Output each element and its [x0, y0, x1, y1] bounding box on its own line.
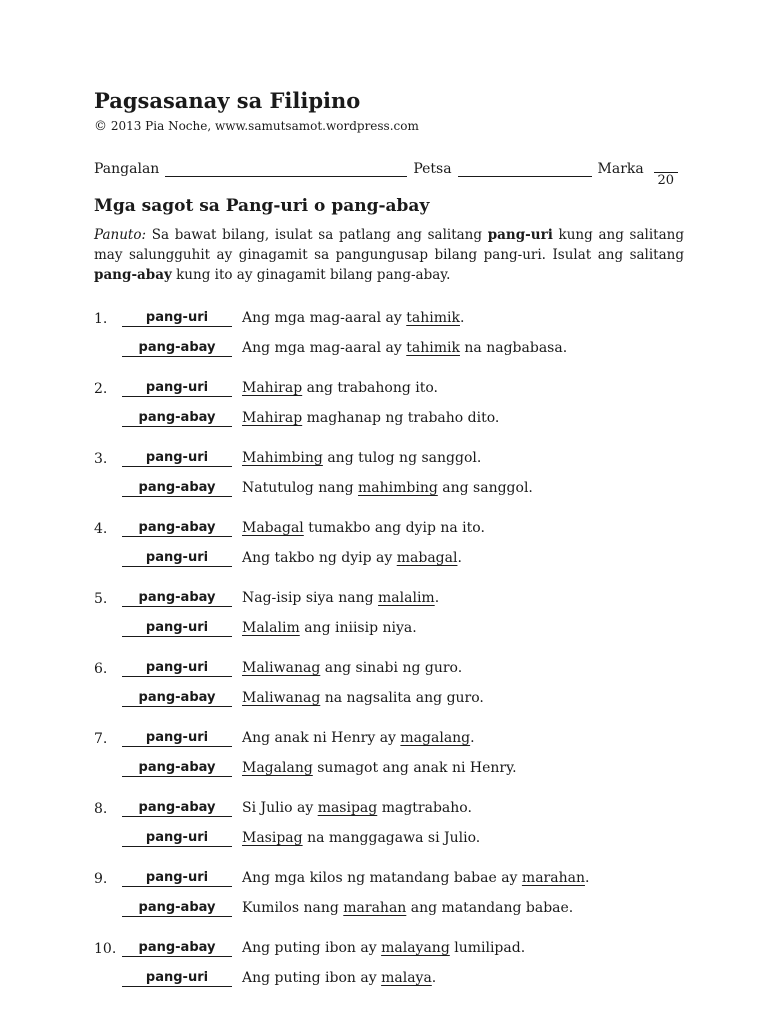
answer-blank[interactable]: pang-uri — [122, 620, 232, 637]
item-number: 8. — [94, 801, 108, 817]
exercise-row — [94, 747, 684, 777]
instructions-text-3: kung ito ay ginagamit bilang pang-abay. — [171, 267, 451, 283]
exercise-row — [94, 927, 684, 957]
sentence-pre: Si Julio ay — [242, 800, 318, 816]
answer-blank[interactable]: pang-abay — [122, 760, 232, 777]
sentence — [242, 870, 589, 887]
answer-blank[interactable]: pang-abay — [122, 800, 232, 817]
score-total: 20 — [657, 173, 675, 188]
exercise-item — [94, 367, 684, 427]
sentence-pre: Ang puting ibon ay — [242, 970, 382, 986]
sentence-post: . — [457, 550, 462, 566]
score-fraction — [654, 162, 678, 189]
sentence-post: . — [584, 870, 590, 886]
sentence-post: ang sinabi ng guro. — [320, 660, 463, 676]
underlined-word: Malalim — [242, 620, 300, 636]
instructions-bold-2: pang-abay — [94, 267, 172, 283]
score-label: Marka — [597, 161, 644, 177]
item-number: 3. — [94, 451, 108, 467]
answer-blank[interactable]: pang-uri — [122, 450, 232, 467]
answer-blank[interactable]: pang-uri — [122, 730, 232, 747]
sentence-post: maghanap ng trabaho dito. — [302, 410, 500, 426]
sentence — [242, 410, 499, 427]
instructions-lead: Panuto: — [94, 227, 147, 243]
item-number: 1. — [94, 311, 108, 327]
sentence-pre: Nag-isip siya nang — [242, 590, 379, 606]
sentence-post: na nagsalita ang guro. — [320, 690, 484, 706]
copyright-line — [94, 118, 684, 135]
sentence — [242, 480, 533, 497]
answer-blank[interactable]: pang-uri — [122, 550, 232, 567]
underlined-word: malaya — [381, 970, 432, 986]
sentence-post: na nagbabasa. — [459, 340, 568, 356]
exercise-row — [94, 647, 684, 677]
item-number: 5. — [94, 591, 108, 607]
answer-blank[interactable]: pang-abay — [122, 590, 232, 607]
sentence-pre: Ang puting ibon ay — [242, 940, 382, 956]
sentence-pre: Ang takbo ng dyip ay — [242, 550, 397, 566]
exercise-item — [94, 717, 684, 777]
exercise-row — [94, 537, 684, 567]
student-info-line — [94, 147, 684, 188]
copyright-text: 2013 Pia Noche, www.samutsamot.wordpress.com — [110, 119, 419, 133]
sentence-post: . — [431, 970, 437, 986]
sentence — [242, 970, 436, 987]
sentence-pre: Kumilos nang — [242, 900, 344, 916]
sentence-post: magtrabaho. — [377, 800, 472, 816]
underlined-word: masipag — [317, 800, 378, 816]
copyright-icon: © — [94, 119, 107, 134]
exercise-item — [94, 297, 684, 357]
exercise-row — [94, 957, 684, 987]
instructions-bold-1: pang-uri — [487, 227, 553, 243]
answer-blank[interactable]: pang-uri — [122, 830, 232, 847]
exercise-list — [94, 297, 684, 987]
underlined-word: marahan — [521, 870, 585, 886]
name-field[interactable] — [165, 160, 407, 177]
underlined-word: Magalang — [242, 760, 313, 776]
sentence — [242, 900, 573, 917]
answer-blank[interactable]: pang-uri — [122, 870, 232, 887]
answer-blank[interactable]: pang-abay — [122, 940, 232, 957]
sentence — [242, 340, 567, 357]
item-number: 4. — [94, 521, 108, 537]
sentence — [242, 830, 480, 847]
sentence-post: . — [459, 310, 465, 326]
sentence — [242, 310, 464, 327]
exercise-row — [94, 367, 684, 397]
sentence-post: . — [470, 730, 475, 746]
answer-blank[interactable]: pang-uri — [122, 660, 232, 677]
instructions-text-1: Sa bawat bilang, isulat sa patlang ang salitang — [146, 227, 488, 243]
exercise-row — [94, 817, 684, 847]
sentence — [242, 940, 525, 957]
sentence — [242, 550, 462, 567]
worksheet-page — [94, 88, 684, 997]
answer-blank[interactable]: pang-abay — [122, 690, 232, 707]
answer-blank[interactable]: pang-uri — [122, 970, 232, 987]
exercise-row — [94, 607, 684, 637]
sentence — [242, 590, 439, 607]
name-label: Pangalan — [94, 161, 160, 177]
sentence-post: lumilipad. — [449, 940, 526, 956]
answer-blank[interactable]: pang-uri — [122, 380, 232, 397]
exercise-item — [94, 647, 684, 707]
underlined-word: mahimbing — [358, 480, 438, 496]
sentence — [242, 450, 481, 467]
exercise-row — [94, 787, 684, 817]
answer-blank[interactable]: pang-abay — [122, 480, 232, 497]
exercise-row — [94, 297, 684, 327]
exercise-item — [94, 577, 684, 637]
sentence-post: ang tulog ng sanggol. — [322, 450, 482, 466]
sentence — [242, 690, 484, 707]
instructions — [94, 225, 684, 285]
sentence — [242, 620, 417, 637]
sentence — [242, 380, 438, 397]
sentence-post: ang trabahong ito. — [302, 380, 438, 396]
exercise-row — [94, 507, 684, 537]
answer-blank[interactable]: pang-abay — [122, 520, 232, 537]
sentence-pre: Ang mga mag-aaral ay — [242, 310, 407, 326]
sentence — [242, 800, 472, 817]
sentence-post: ang sanggol. — [437, 480, 533, 496]
sentence-pre: Ang mga kilos ng matandang babae ay — [242, 870, 522, 886]
item-number: 9. — [94, 871, 108, 887]
underlined-word: Masipag — [242, 830, 303, 846]
sentence-post: . — [434, 590, 440, 606]
underlined-word: mabagal — [396, 550, 458, 566]
exercise-item — [94, 507, 684, 567]
exercise-row — [94, 327, 684, 357]
answer-blank[interactable]: pang-abay — [122, 340, 232, 357]
underlined-word: malayang — [381, 940, 450, 956]
sentence-post: ang iniisip niya. — [299, 620, 417, 636]
section-title: Mga sagot sa Pang-uri o pang-abay — [94, 196, 430, 216]
sentence-post: na manggagawa si Julio. — [302, 830, 481, 846]
item-number: 10. — [94, 941, 117, 957]
item-number: 2. — [94, 381, 108, 397]
date-label: Petsa — [413, 161, 452, 177]
sentence-pre: Ang mga mag-aaral ay — [242, 340, 407, 356]
exercise-item — [94, 927, 684, 987]
underlined-word: tahimik — [406, 310, 460, 326]
exercise-row — [94, 397, 684, 427]
exercise-row — [94, 577, 684, 607]
underlined-word: Mahirap — [242, 380, 303, 396]
exercise-item — [94, 787, 684, 847]
underlined-word: Maliwanag — [242, 660, 321, 676]
sentence — [242, 660, 462, 677]
exercise-row — [94, 467, 684, 497]
answer-blank[interactable]: pang-abay — [122, 900, 232, 917]
sentence — [242, 520, 485, 537]
exercise-row — [94, 717, 684, 747]
exercise-row — [94, 857, 684, 887]
page-title: Pagsasanay sa Filipino — [94, 88, 361, 113]
underlined-word: Maliwanag — [242, 690, 321, 706]
sentence — [242, 760, 517, 777]
sentence-pre: Ang anak ni Henry ay — [242, 730, 401, 746]
answer-blank[interactable]: pang-uri — [122, 310, 232, 327]
sentence-post: ang matandang babae. — [406, 900, 574, 916]
score-field[interactable] — [654, 162, 678, 173]
underlined-word: tahimik — [406, 340, 460, 356]
item-number: 7. — [94, 731, 108, 747]
sentence-post: tumakbo ang dyip na ito. — [303, 520, 485, 536]
sentence-post: sumagot ang anak ni Henry. — [312, 760, 517, 776]
exercise-row — [94, 887, 684, 917]
exercise-row — [94, 437, 684, 467]
underlined-word: malalim — [378, 590, 435, 606]
answer-blank[interactable]: pang-abay — [122, 410, 232, 427]
sentence — [242, 730, 475, 747]
underlined-word: Mabagal — [242, 520, 304, 536]
exercise-item — [94, 857, 684, 917]
underlined-word: magalang — [400, 730, 471, 746]
date-field[interactable] — [458, 160, 592, 177]
sentence-pre: Natutulog nang — [242, 480, 358, 496]
exercise-row — [94, 677, 684, 707]
underlined-word: marahan — [343, 900, 407, 916]
exercise-item — [94, 437, 684, 497]
instructions-text-2: kung ang salitang may salungguhit ay ginagamit sa pangungusap bilang pang-uri. Isulat ang salitang — [94, 227, 684, 263]
item-number: 6. — [94, 661, 108, 677]
underlined-word: Mahirap — [242, 410, 303, 426]
underlined-word: Mahimbing — [242, 450, 323, 466]
